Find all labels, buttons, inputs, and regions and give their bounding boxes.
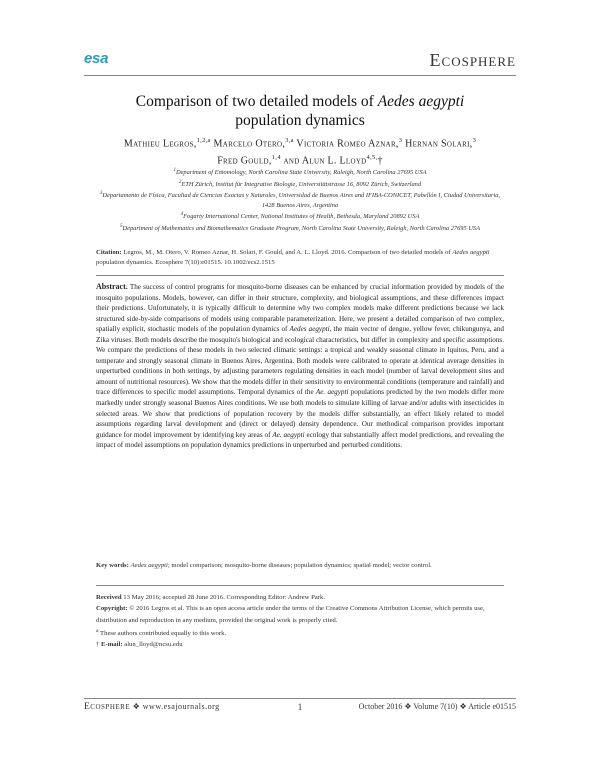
author-affil-sup: 3,a (285, 137, 294, 144)
equal-contribution-note (96, 626, 504, 640)
footer-site-link[interactable]: ❖ www.esajournals.org (130, 702, 220, 711)
received-line (96, 592, 504, 603)
affiliation (96, 166, 504, 178)
header-rule (84, 75, 516, 76)
received-label: Received (96, 594, 122, 601)
footer-rule (84, 698, 516, 699)
author-affil-sup: 1,4 (271, 154, 281, 162)
citation (96, 248, 504, 268)
affiliations (96, 166, 504, 233)
keywords-text: ; model comparison; mosquito-borne diseases; population dynamics; spatial model; vector control. (167, 562, 432, 569)
affil-text: Fogarty International Center, National Institutes of Health, Bethesda, Maryland 20892 USA (183, 213, 420, 221)
abstract-text: The success of control programs for mosquito-borne diseases can be enhanced by crucial information provided by models of the mosquito populations. Models, however, can differ in their structure, complexity, and biological assumptions, and these differences impact their predictions. Unfortunately, it is typically difficult to determine why two complex models make different predictions because we lack structured side-by-side comparisons of models using comparable parameterization. Here, we present a detailed comparison of two complex, spatially explicit, stochastic models of the population dynamics of (96, 283, 504, 334)
title-line2: population dynamics (235, 112, 365, 129)
journal-name: Ecosphere (429, 50, 516, 70)
citation-text: Legros, M., M. Otero, V. Romeo Aznar, H. Solari, F. Gould, and A. L. Lloyd. 2016. Comparison of two detailed models of (121, 249, 453, 256)
email-label: E-mail: (101, 641, 123, 649)
page-number: 1 (297, 702, 303, 712)
citation-species: Aedes aegypti (452, 249, 490, 256)
keywords-label: Key words: (96, 562, 129, 569)
equal-text: These authors contributed equally to this work. (98, 630, 227, 638)
publication-info (96, 592, 504, 651)
affiliation (96, 210, 504, 222)
affiliation (96, 222, 504, 234)
footer-issue: October 2016 ❖ Volume 7(10) ❖ Article e01515 (358, 702, 516, 711)
author: Victoria Romeo Aznar, (293, 138, 399, 150)
author: and Alun L. Lloyd (280, 155, 367, 167)
keywords (96, 561, 504, 571)
journal-header (84, 48, 516, 72)
abstract-rule-top (96, 275, 504, 276)
affil-sup: 1 (173, 168, 176, 173)
footer-journal (84, 702, 220, 712)
citation-text-end: population dynamics. Ecosphere 7(10):e01515. 10.1002/ecs2.1515 (96, 259, 275, 267)
abstract-species: Ae. aegypti (315, 388, 349, 397)
footer-journal-name: Ecosphere (84, 702, 131, 712)
copyright-text: © 2016 Legros et al. This is an open access article under the terms of the Creative Commons Attribution License, which permits use, distribution and reproduction in any medium, provided the original work is properly cited. (96, 605, 485, 624)
abstract-text: populations predicted by the two models differ more markedly under strongly seasonal Buenos Aires conditions. We use both models to simulate killing of larvae and/or adults with insecticides in selected areas. We show that predictions of population recovery by the models differ substantially, an effect likely related to model assumptions regarding larval development and (direct or delayed) density dependence. Our methodical comparison provides important guidance for model improvement by identifying key areas of (96, 388, 504, 439)
author-affil-sup: 1,2,a (196, 137, 211, 144)
page-footer (84, 702, 516, 716)
author-affil-sup: 3 (398, 137, 403, 144)
dagger-mark: † (96, 641, 102, 649)
citation-label: Citation: (96, 249, 122, 256)
abstract-label: Abstract. (96, 282, 128, 291)
affil-sup: 5 (120, 223, 123, 229)
author-affil-sup: 4,5, (366, 154, 378, 162)
abstract-species: Aedes aegypti (289, 325, 330, 334)
esa-logo: esa (84, 50, 109, 67)
email-address[interactable]: alun_lloyd@ncsu.edu (122, 641, 183, 649)
affil-text: ETH Zürich, Institut für Integrative Biologie, Universitätstrasse 16, 8092 Zürich, Switzerland (181, 180, 422, 188)
affil-sup: 4 (180, 212, 184, 217)
title-species: Aedes aegypti (377, 93, 465, 110)
abstract-species: Ae. aegypti (272, 430, 305, 439)
abstract-text: ecology that substantially affect model predictions, and revealing the impact of model assumptions on population dynamics predictions in unperturbed and perturbed conditions. (96, 430, 504, 450)
title-line1: Comparison of two detailed models of (135, 93, 378, 110)
author-affil-sup: 3 (472, 137, 477, 144)
copyright-label: Copyright: (96, 605, 128, 613)
abstract-rule-bottom (96, 585, 504, 586)
equal-sup: a (96, 627, 99, 634)
affil-text: Department of Mathematics and Biomathematics Graduate Program, North Carolina State University, Raleigh, North Carolina 27695 USA (122, 224, 480, 232)
abstract (96, 282, 504, 451)
affil-sup: 2 (178, 179, 182, 185)
email-line (96, 639, 504, 650)
affil-text: Department of Entomology, North Carolina State University, Raleigh, North Carolina 27695 USA (175, 169, 427, 177)
abstract-text: , the main vector of dengue, yellow fever, chikungunya, and Zika viruses. Both models describe the mosquito's biological and ecological characteristics, but differ in complexity and specific assumptions. We compare the predictions of these models in two selected climatic settings: a tropical and weakly seasonal climate in Iquitos, Peru, and a temperate and strongly seasonal climate in Buenos Aires, Argentina. Both models were calibrated to operate at identical average densities in unperturbed conditions in both settings, by adjusting parameters regulating densities in each model (number of larval development sites and amount of nutritional resources). We show that the models differ in their sensitivity to environmental conditions (temperature and rainfall) and trace differences to specific model assumptions. Temporal dynamics of the (96, 325, 504, 397)
author: Hernan Solari, (402, 138, 473, 150)
author: Marcelo Otero, (210, 138, 286, 150)
affiliation (96, 178, 504, 190)
keywords-species: Aedes aegypti (130, 562, 168, 569)
corresponding-mark: † (377, 155, 383, 167)
article-title (84, 92, 516, 130)
affil-sup: 3 (99, 191, 103, 197)
affil-text: Departamento de Física, Facultad de Ciencias Exactas y Naturales, Universidad de Buenos Aires and IFIBA-CONICET, Pabellón I, Ciudad Universitaria, 1428 Buenos Aires, Argentina (102, 192, 501, 209)
author-list (84, 134, 516, 169)
author: Fred Gould, (217, 155, 272, 167)
copyright-line (96, 603, 504, 626)
author: Mathieu Legros, (123, 138, 197, 150)
received-text: 13 May 2016; accepted 28 June 2016. Corresponding Editor: Andrew Park. (121, 594, 325, 601)
affiliation (96, 189, 504, 210)
